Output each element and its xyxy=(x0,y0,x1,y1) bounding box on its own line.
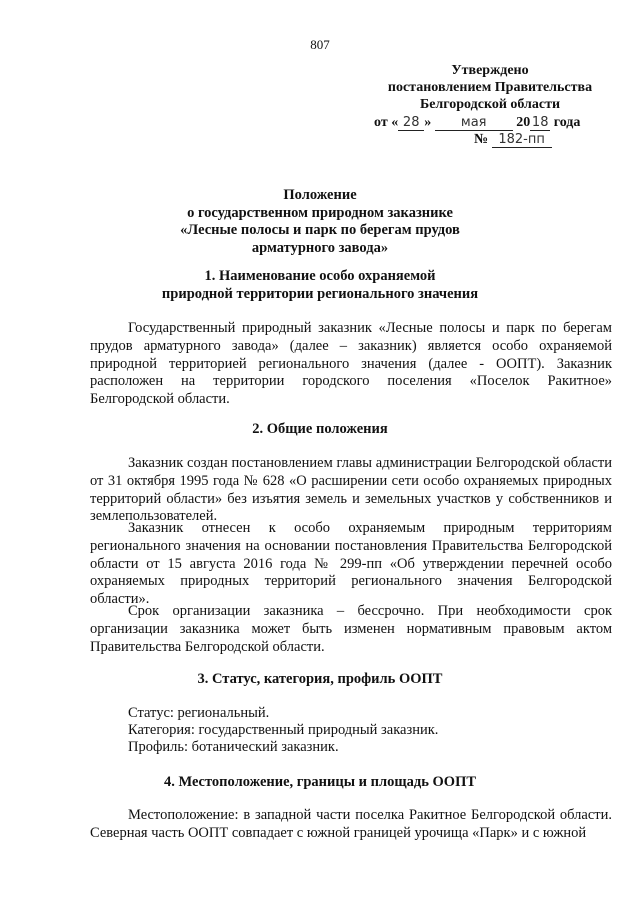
section-1-heading-line-1: 1. Наименование особо охраняемой xyxy=(204,268,436,284)
title-line-3: «Лесные полосы и парк по берегам прудов xyxy=(180,222,460,238)
approval-year-label: года xyxy=(553,115,581,130)
approval-from-label: от « xyxy=(374,115,399,130)
section-2-paragraph-3 xyxy=(90,603,612,656)
approval-month: мая xyxy=(435,116,513,131)
approval-quote-close: » xyxy=(424,115,432,130)
profile-line: Профиль: ботанический заказник. xyxy=(128,739,339,755)
approval-stamp xyxy=(370,62,610,148)
title-line-2: о государственном природном заказнике xyxy=(187,204,453,221)
page-number: 807 xyxy=(310,37,330,52)
title-line-4: арматурного завода» xyxy=(251,239,389,256)
section-2-paragraph-2 xyxy=(90,520,612,609)
section-2-heading: 2. Общие положения xyxy=(252,421,388,437)
section-2-paragraph-2-text: Заказник отнесен к особо охраняемым природным территориям регионального значения на основании постановления Правительства Белгородской области от 15 августа 2016 года № 299-пп «Об утверждении перечней особо охраняемых природных территорий регионального значения Белгородской области». xyxy=(90,520,612,608)
section-2-paragraph-1 xyxy=(90,455,612,526)
status-line: Статус: региональный. xyxy=(128,705,270,721)
approval-year-prefix: 20 xyxy=(516,115,531,130)
approval-number-label: № xyxy=(474,132,489,147)
section-2-paragraph-3-text: Срок организации заказника – бессрочно. При необходимости срок организации заказника может быть изменен нормативным правовым актом Правительства Белгородской области. xyxy=(90,603,612,655)
section-3-heading: 3. Статус, категория, профиль ООПТ xyxy=(197,671,443,687)
title-line-1: Положение xyxy=(283,187,357,203)
document-title xyxy=(0,187,640,257)
approval-line-3: Белгородской области xyxy=(419,97,561,112)
approval-line-1: Утверждено xyxy=(451,63,529,78)
section-4-heading: 4. Местоположение, границы и площадь ООПТ xyxy=(163,774,477,790)
approval-number xyxy=(370,131,610,148)
approval-date xyxy=(370,114,610,131)
approval-year-suffix: 18 xyxy=(531,115,549,130)
section-2-paragraph-1-text: Заказник создан постановлением главы администрации Белгородской области от 31 октября 1995 года № 628 «О расширении сети особо охраняемых природных территорий области» без изъятия земель и земельных участков у собственников и землепользователей. xyxy=(90,455,612,525)
section-1-paragraph-text: Государственный природный заказник «Лесные полосы и парк по берегам прудов арматурного завода» (далее – заказник) является особо охраняемой природной территорией регионального значения (далее - ООПТ). Заказник расположен на территории городского поселения «Поселок Ракитное» Белгородской области. xyxy=(90,320,612,408)
approval-line-2: постановлением Правительства xyxy=(387,80,593,95)
approval-number-value: 182-пп xyxy=(492,133,552,148)
approval-day: 28 xyxy=(398,116,424,131)
section-4-paragraph xyxy=(90,807,612,843)
section-1-heading-line-2: природной территории регионального значения xyxy=(161,285,479,302)
category-line: Категория: государственный природный заказник. xyxy=(128,722,439,738)
section-1-paragraph xyxy=(90,320,612,409)
section-4-paragraph-text: Местоположение: в западной части поселка Ракитное Белгородской области. Северная часть ООПТ совпадает с южной границей урочища «Парк» и с южной xyxy=(90,807,612,841)
section-1-heading xyxy=(0,268,640,303)
